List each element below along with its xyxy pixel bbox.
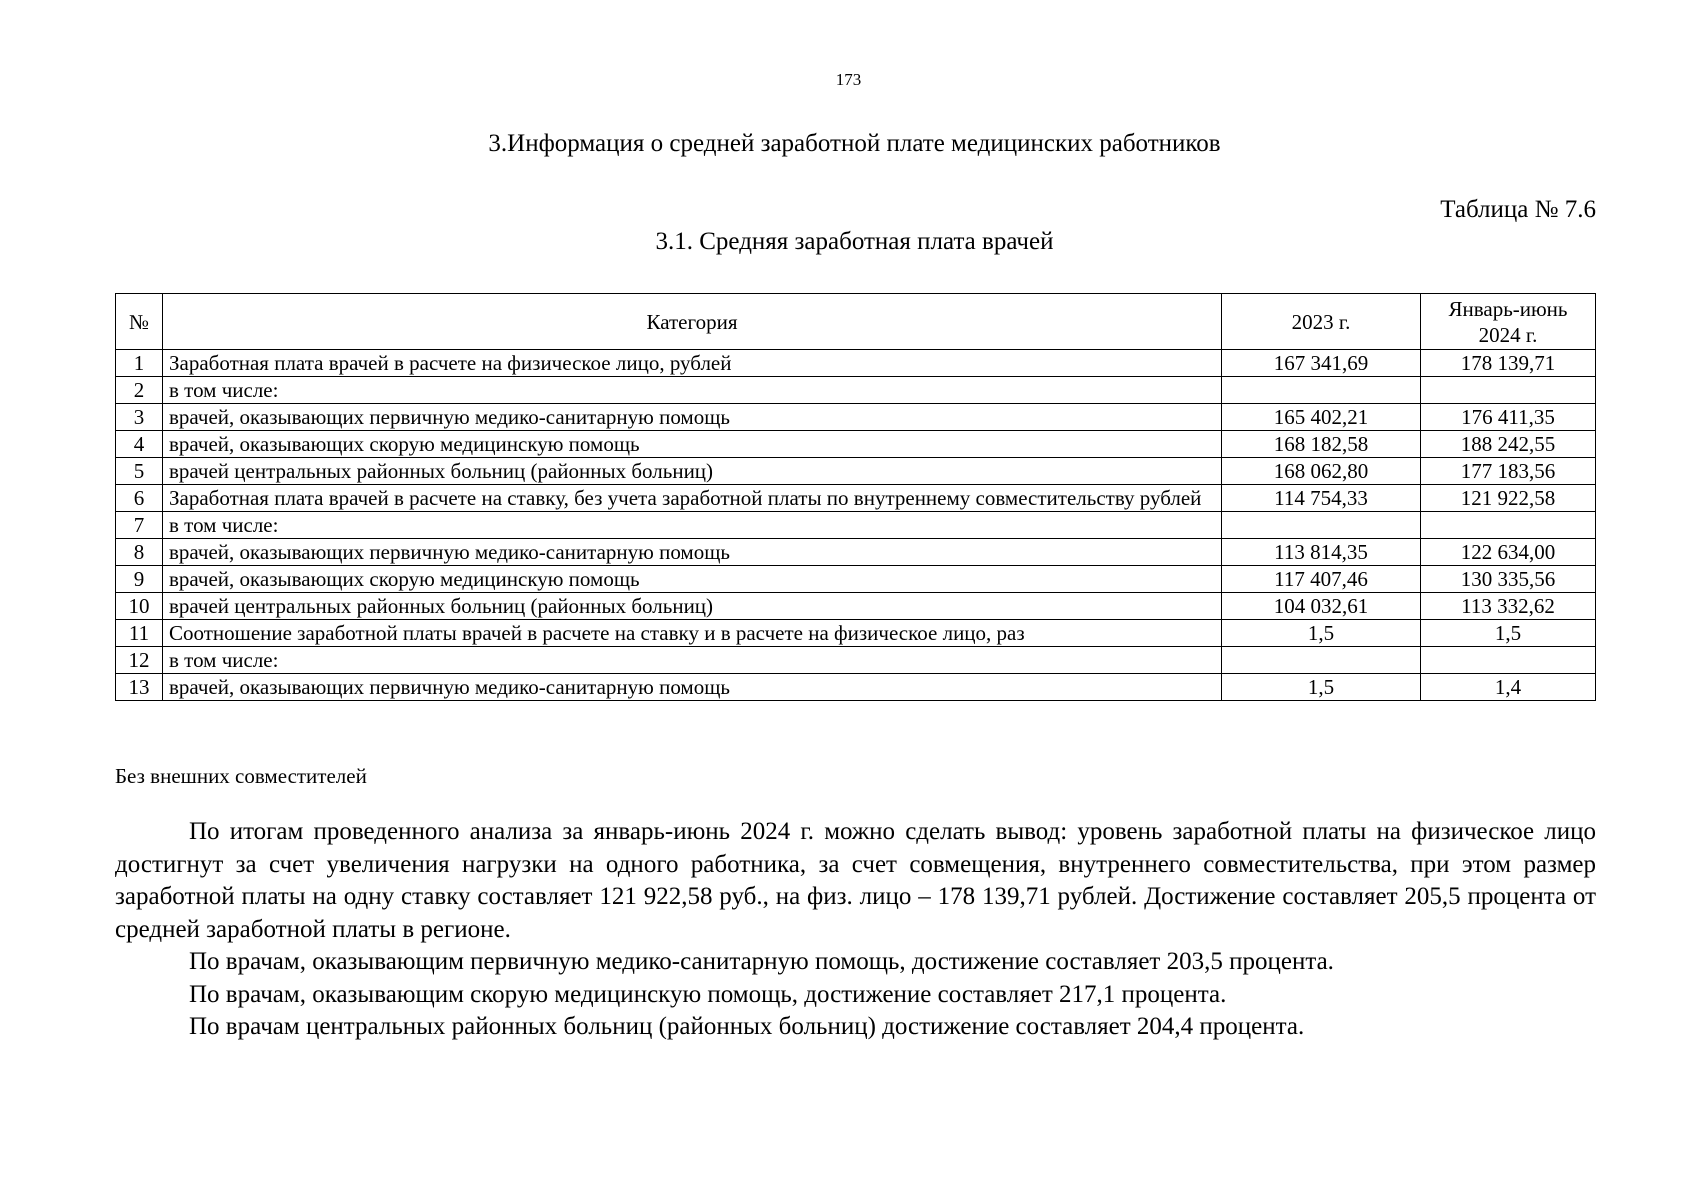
table-row [116, 377, 1596, 404]
row-value-2023: 168 182,58 [1222, 431, 1421, 458]
header-2024 [1421, 294, 1596, 350]
row-value-2023 [1222, 512, 1421, 539]
row-value-2023: 165 402,21 [1222, 404, 1421, 431]
paragraph: По итогам проведенного анализа за январь-июнь 2024 г. можно сделать вывод: уровень заработной платы на физическое лицо достигнут за счет увеличения нагрузки на одного работника, за счет совмещения, внутреннего совместительства, при этом размер заработной платы на одну ставку составляет 121 922,58 руб., на физ. лицо – 178 139,71 рублей. Достижение составляет 205,5 процента от средней заработной платы в регионе. [115, 818, 1596, 943]
row-value-2024: 188 242,55 [1421, 431, 1596, 458]
row-value-2024: 1,4 [1421, 674, 1596, 701]
row-category: врачей, оказывающих скорую медицинскую помощь [163, 431, 1222, 458]
table-row [116, 620, 1596, 647]
row-value-2023: 167 341,69 [1222, 350, 1421, 377]
row-value-2023 [1222, 647, 1421, 674]
table-row [116, 674, 1596, 701]
row-num: 13 [116, 674, 163, 701]
row-num: 3 [116, 404, 163, 431]
table-row [116, 431, 1596, 458]
body-text [115, 816, 1596, 1044]
row-num: 2 [116, 377, 163, 404]
row-value-2023: 168 062,80 [1222, 458, 1421, 485]
row-value-2023: 113 814,35 [1222, 539, 1421, 566]
table-row [116, 350, 1596, 377]
row-num: 6 [116, 485, 163, 512]
row-value-2023: 1,5 [1222, 674, 1421, 701]
row-value-2024: 1,5 [1421, 620, 1596, 647]
row-num: 11 [116, 620, 163, 647]
row-value-2024: 178 139,71 [1421, 350, 1596, 377]
row-category: в том числе: [163, 377, 1222, 404]
salary-table [115, 293, 1596, 701]
row-num: 8 [116, 539, 163, 566]
header-2023: 2023 г. [1222, 294, 1421, 350]
row-num: 10 [116, 593, 163, 620]
row-value-2023: 117 407,46 [1222, 566, 1421, 593]
row-num: 1 [116, 350, 163, 377]
table-row [116, 593, 1596, 620]
header-category: Категория [163, 294, 1222, 350]
row-category: врачей центральных районных больниц (районных больниц) [163, 593, 1222, 620]
table-title: 3.1. Средняя заработная плата врачей [655, 228, 1054, 255]
row-value-2024: 130 335,56 [1421, 566, 1596, 593]
row-value-2024 [1421, 377, 1596, 404]
table-row [116, 539, 1596, 566]
row-value-2024: 113 332,62 [1421, 593, 1596, 620]
row-value-2023: 1,5 [1222, 620, 1421, 647]
row-value-2024: 176 411,35 [1421, 404, 1596, 431]
row-value-2023: 114 754,33 [1222, 485, 1421, 512]
row-value-2023 [1222, 377, 1421, 404]
table-row [116, 404, 1596, 431]
row-num: 7 [116, 512, 163, 539]
row-category: Заработная плата врачей в расчете на ставку, без учета заработной платы по внутреннему совместительству рублей [163, 485, 1222, 512]
row-value-2024: 177 183,56 [1421, 458, 1596, 485]
row-category: врачей, оказывающих первичную медико-санитарную помощь [163, 404, 1222, 431]
row-category: врачей, оказывающих скорую медицинскую помощь [163, 566, 1222, 593]
row-category: врачей, оказывающих первичную медико-санитарную помощь [163, 674, 1222, 701]
row-category: врачей, оказывающих первичную медико-санитарную помощь [163, 539, 1222, 566]
row-category: в том числе: [163, 512, 1222, 539]
section-title: 3.Информация о средней заработной плате медицинских работников [488, 130, 1221, 157]
paragraph: По врачам, оказывающим скорую медицинскую помощь, достижение составляет 217,1 процента. [189, 980, 1227, 1008]
table-row [116, 485, 1596, 512]
row-num: 4 [116, 431, 163, 458]
paragraph: По врачам центральных районных больниц (районных больниц) достижение составляет 204,4 процента. [189, 1013, 1305, 1040]
table-body [116, 350, 1596, 701]
table-row [116, 566, 1596, 593]
table-row [116, 647, 1596, 674]
table-header-row [116, 294, 1596, 350]
row-value-2024 [1421, 647, 1596, 674]
table-row [116, 512, 1596, 539]
row-value-2024: 121 922,58 [1421, 485, 1596, 512]
row-value-2024: 122 634,00 [1421, 539, 1596, 566]
row-value-2023: 104 032,61 [1222, 593, 1421, 620]
row-category: Заработная плата врачей в расчете на физическое лицо, рублей [163, 350, 1222, 377]
row-num: 9 [116, 566, 163, 593]
table-label: Таблица № 7.6 [1440, 196, 1596, 223]
page-number: 173 [835, 70, 862, 89]
row-category: в том числе: [163, 647, 1222, 674]
row-category: Соотношение заработной платы врачей в расчете на ставку и в расчете на физическое лицо, раз [163, 620, 1222, 647]
row-value-2024 [1421, 512, 1596, 539]
row-num: 5 [116, 458, 163, 485]
row-num: 12 [116, 647, 163, 674]
row-category: врачей центральных районных больниц (районных больниц) [163, 458, 1222, 485]
paragraph: По врачам, оказывающим первичную медико-санитарную помощь, достижение составляет 203,5 процента. [189, 948, 1334, 975]
header-num: № [116, 294, 163, 350]
table-note: Без внешних совместителей [115, 764, 367, 788]
header-2024-line1: Январь-июнь [1448, 296, 1568, 321]
table-row [116, 458, 1596, 485]
header-2024-line2: 2024 г. [1478, 322, 1538, 347]
